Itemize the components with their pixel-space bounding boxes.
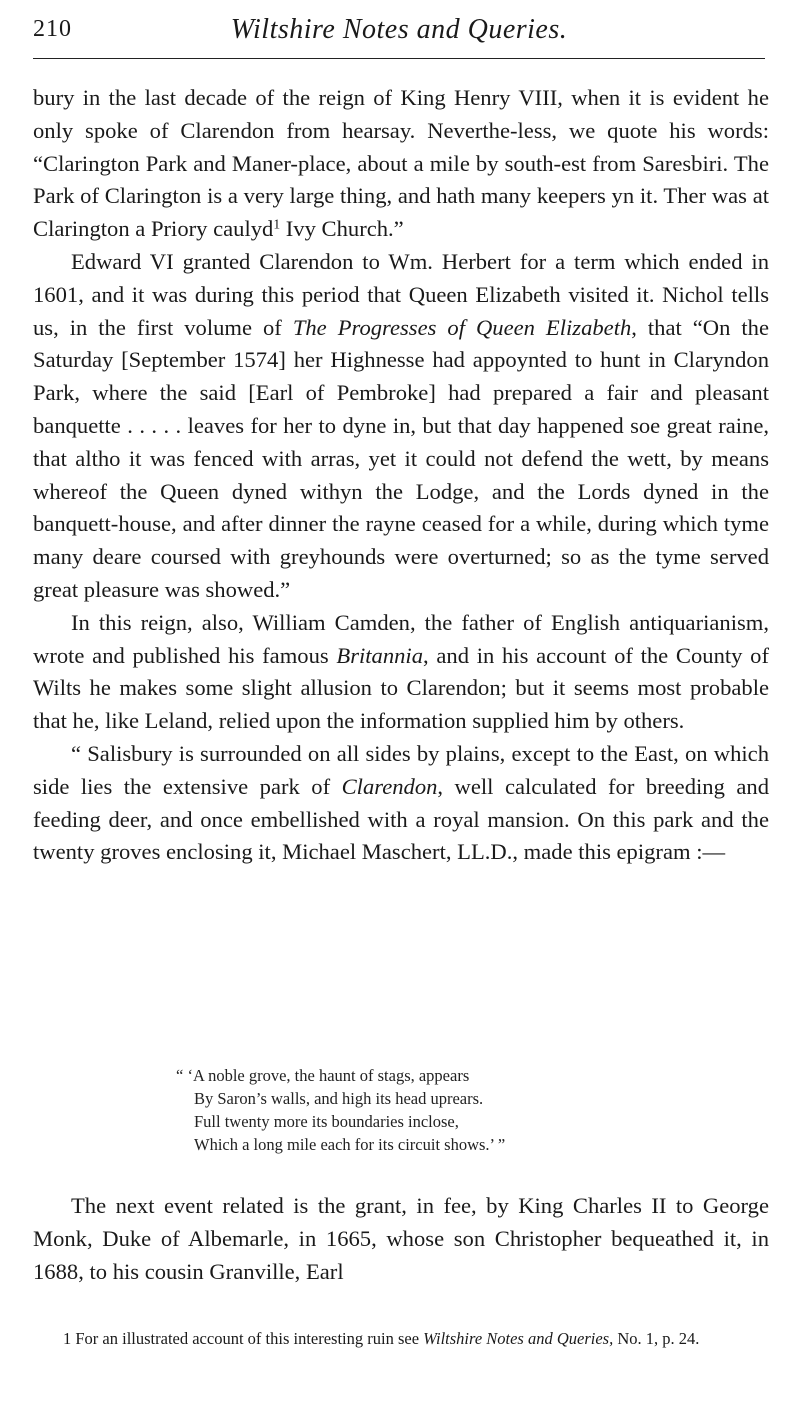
journal-title: Wiltshire Notes and Queries,	[423, 1329, 614, 1348]
paragraph-5: The next event related is the grant, in fee, by King Charles II to George Monk, Duke of Albemarle, in 1665, whose son Christopher bequeathed it, in 1688, to his cousin Granville, Earl	[33, 1193, 769, 1284]
footnote: 1 For an illustrated account of this interesting ruin see Wiltshire Notes and Queries, No. 1, p. 24.	[63, 1329, 700, 1348]
paragraph-4: “ Salisbury is surrounded on all sides by plains, except to the East, on which side lies the extensive park of Clarendon, well calculated for breeding and feeding deer, and once embellished with a royal mansion. On this park and the twenty groves enclosing it, Michael Maschert, LL.D., made this epigram :—	[33, 740, 769, 865]
verse-line: Which a long mile each for its circuit shows.’ ”	[194, 1135, 506, 1154]
header-rule	[33, 58, 765, 59]
book-title: The Progresses of Queen Elizabeth	[292, 314, 632, 340]
main-text	[33, 82, 769, 869]
page-number: 210	[33, 16, 72, 42]
running-title: Wiltshire Notes and Queries.	[230, 14, 568, 45]
epigram-verse	[176, 1064, 505, 1156]
verse-line: “ ‘A noble grove, the haunt of stags, appears	[176, 1066, 470, 1085]
verse-line: Full twenty more its boundaries inclose,	[194, 1112, 459, 1131]
paragraph-1: bury in the last decade of the reign of King Henry VIII, when it is evident he only spoke of Clarendon from hearsay. Neverthe-less, we quote his words: “Clarington Park and Maner-place, about a mile by south-est from Saresbiri. The Park of Clarington is a very large thing, and hath many keepers yn it. Ther was at Clarington a Priory caulyd$^1$ Ivy Church.”	[33, 85, 769, 242]
book-title: Britannia	[336, 642, 424, 668]
place-name: Clarendon	[341, 773, 438, 799]
verse-line: By Saron’s walls, and high its head uprears.	[194, 1089, 484, 1108]
paragraph-2: Edward VI granted Clarendon to Wm. Herbert for a term which ended in 1601, and it was during this period that Queen Elizabeth visited it. Nichol tells us, in the first volume of The Progresses of Queen Elizabeth, that “On the Saturday [September 1574] her Highnesse had appoynted to hunt in Claryndon Park, where the said [Earl of Pembroke] had prepared a fair and pleasant banquette . . . . . leaves for her to dyne in, but that day happened soe great raine, that altho it was fenced with arras, yet it could not defend the wett, by means whereof the Queen dyned withyn the Lodge, and the Lords dyned in the banquett-house, and after dinner the rayne ceased for a while, during which tyme many deare coursed with greyhounds were overturned; so as the tyme served great pleasure was showed.”	[33, 248, 769, 602]
page-header	[33, 14, 765, 50]
footnote-ref: 1	[273, 216, 281, 232]
paragraph-3: In this reign, also, William Camden, the father of English antiquarianism, wrote and published his famous Britannia, and in his account of the County of Wilts he makes some slight allusion to Clarendon; but it seems most probable that he, like Leland, relied upon the information supplied him by others.	[33, 609, 769, 734]
footnote-marker: 1	[63, 1329, 72, 1348]
closing-text	[33, 1190, 769, 1288]
